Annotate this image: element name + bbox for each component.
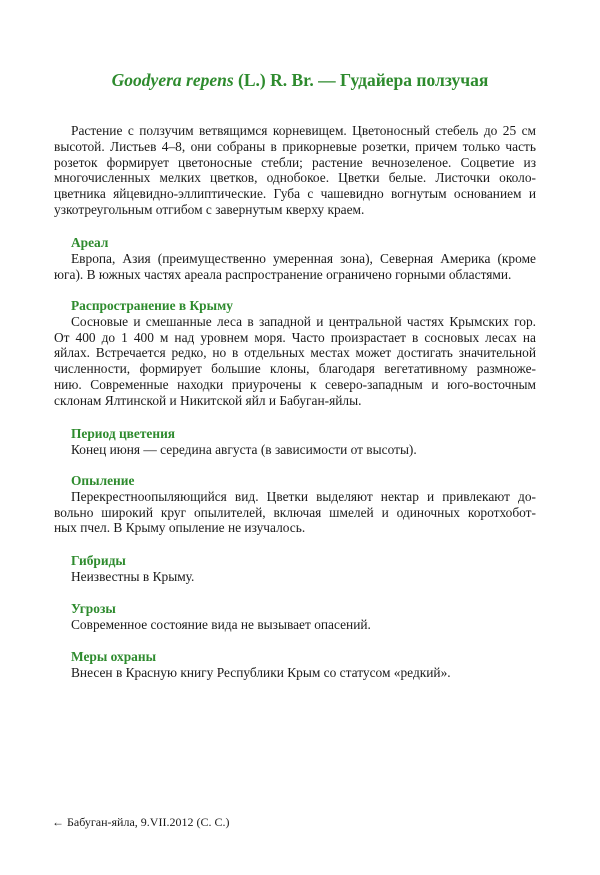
text-line: розеток формирует цветоносные стебли; растение вечнозеленое. Соцветие из (54, 154, 536, 170)
text-line: высотой. Листьев 4–8, они собраны в прикорневые розетки, причем только часть (54, 138, 536, 154)
text-line: узкотреугольным отгибом с завернутым кверху краем. (54, 201, 365, 217)
text-line: Конец июня — середина августа (в зависимости от высоты). (71, 441, 417, 457)
section-flowering (54, 426, 536, 458)
text-line: Сосновые и смешанные леса в западной и центральной частях Крымских гор. (71, 313, 536, 329)
text-line: От 400 до 1 400 м над уровнем моря. Часто произрастает в сосновых лесах на (54, 329, 536, 345)
text-line: Современное состояние вида не вызывает опасений. (71, 616, 371, 632)
text-line: Перекрестноопыляющийся вид. Цветки выделяют нектар и привлекают до- (71, 488, 536, 504)
common-name: (L.) R. Br. — Гудайера ползучая (233, 70, 489, 90)
text-line: яйлах. Встречается редко, но в отдельных местах может достигать значительной (54, 345, 536, 361)
section-heading: Опыление (71, 473, 135, 488)
section-pollination (54, 473, 536, 536)
description (54, 123, 536, 218)
section-heading: Ареал (71, 235, 109, 250)
text-line: юга). В южных частях ареала распространение ограничено горными областями. (54, 266, 512, 282)
text-line: Неизвестны в Крыму. (71, 568, 195, 584)
latin-name: Goodyera repens (111, 70, 234, 90)
text-line: численности, формирует большие клоны, благодаря вегетативному размноже- (54, 361, 536, 377)
page-title (0, 70, 600, 91)
section-protection (54, 649, 536, 681)
text-line: цветника яйцевидно-эллиптические. Губа с чашевидно вогнутым основанием и (54, 186, 536, 202)
section-heading: Период цветения (71, 426, 176, 441)
photo-caption: ← Бабуган-яйла, 9.VII.2012 (С. С.) (52, 815, 230, 829)
section-heading: Распространение в Крыму (71, 298, 233, 313)
text-line: Европа, Азия (преимущественно умеренная зона), Северная Америка (кроме (71, 250, 536, 266)
section-crimea (54, 298, 536, 409)
section-heading: Гибриды (71, 553, 126, 568)
text-line: склонам Ялтинской и Никитской яйл и Бабуган-яйлы. (54, 392, 362, 408)
text-line: ных пчел. В Крыму опыление не изучалось. (54, 520, 306, 536)
section-range (54, 235, 536, 282)
text-line: вольно широкий круг опылителей, включая шмелей и одиночных коротхобот- (54, 504, 536, 520)
section-threats (54, 601, 536, 633)
section-heading: Угрозы (71, 601, 116, 616)
text-line: многочисленных мелких цветков, однобокое. Цветки белые. Листочки около- (54, 170, 536, 186)
section-hybrids (54, 553, 536, 585)
section-heading: Меры охраны (71, 649, 157, 664)
text-line: Растение с ползучим ветвящимся корневищем. Цветоносный стебель до 25 см (71, 123, 536, 138)
text-line: Внесен в Красную книгу Республики Крым со статусом «редкий». (71, 664, 451, 680)
text-line: нию. Современные находки приурочены к северо-западным и юго-восточным (54, 376, 536, 392)
